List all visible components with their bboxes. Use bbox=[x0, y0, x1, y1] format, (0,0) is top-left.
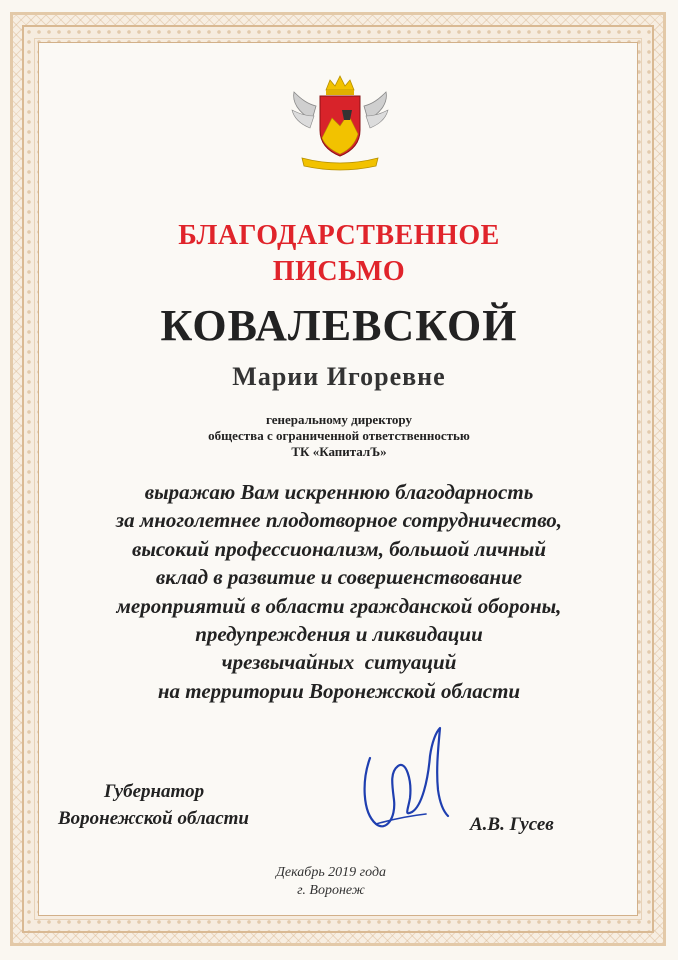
body-line: чрезвычайных ситуаций bbox=[221, 650, 457, 675]
signer-title bbox=[58, 778, 308, 832]
position-line: общества с ограниченной ответственностью bbox=[208, 428, 470, 443]
issue-date: Декабрь 2019 года bbox=[275, 865, 387, 880]
issue-place: г. Воронеж bbox=[297, 883, 365, 898]
letter-title bbox=[0, 218, 678, 290]
body-line: мероприятий в области гражданской обороны, bbox=[116, 593, 562, 618]
issue-date-place bbox=[0, 864, 670, 900]
title-line-1: БЛАГОДАРСТВЕННОЕ bbox=[178, 220, 500, 251]
letter-body bbox=[0, 478, 678, 705]
body-line: высокий профессионализм, большой личный bbox=[131, 536, 547, 561]
signer-name: А.В. Гусев bbox=[470, 814, 554, 835]
recipient-given-name: Марии Игоревне bbox=[232, 362, 446, 391]
body-line: на территории Воронежской области bbox=[157, 678, 521, 703]
body-line: за многолетнее плодотворное сотрудничество, bbox=[115, 508, 563, 533]
handwritten-signature-icon bbox=[356, 720, 452, 838]
signer-title-line-1: Губернатор bbox=[104, 781, 205, 802]
body-line: выражаю Вам искреннюю благодарность bbox=[144, 480, 534, 504]
recipient-position bbox=[0, 412, 678, 460]
recipient-surname: КОВАЛЕВСКОЙ bbox=[160, 301, 518, 350]
position-line: генеральному директору bbox=[266, 412, 412, 427]
title-line-2: ПИСЬМО bbox=[272, 256, 406, 287]
body-line: вклад в развитие и совершенствование bbox=[155, 565, 523, 590]
signer-title-line-2: Воронежской области bbox=[58, 808, 249, 829]
body-line: предупреждения и ликвидации bbox=[195, 622, 483, 647]
position-line: ТК «КапиталЪ» bbox=[291, 444, 387, 459]
voronezh-coat-of-arms-icon bbox=[280, 68, 400, 172]
